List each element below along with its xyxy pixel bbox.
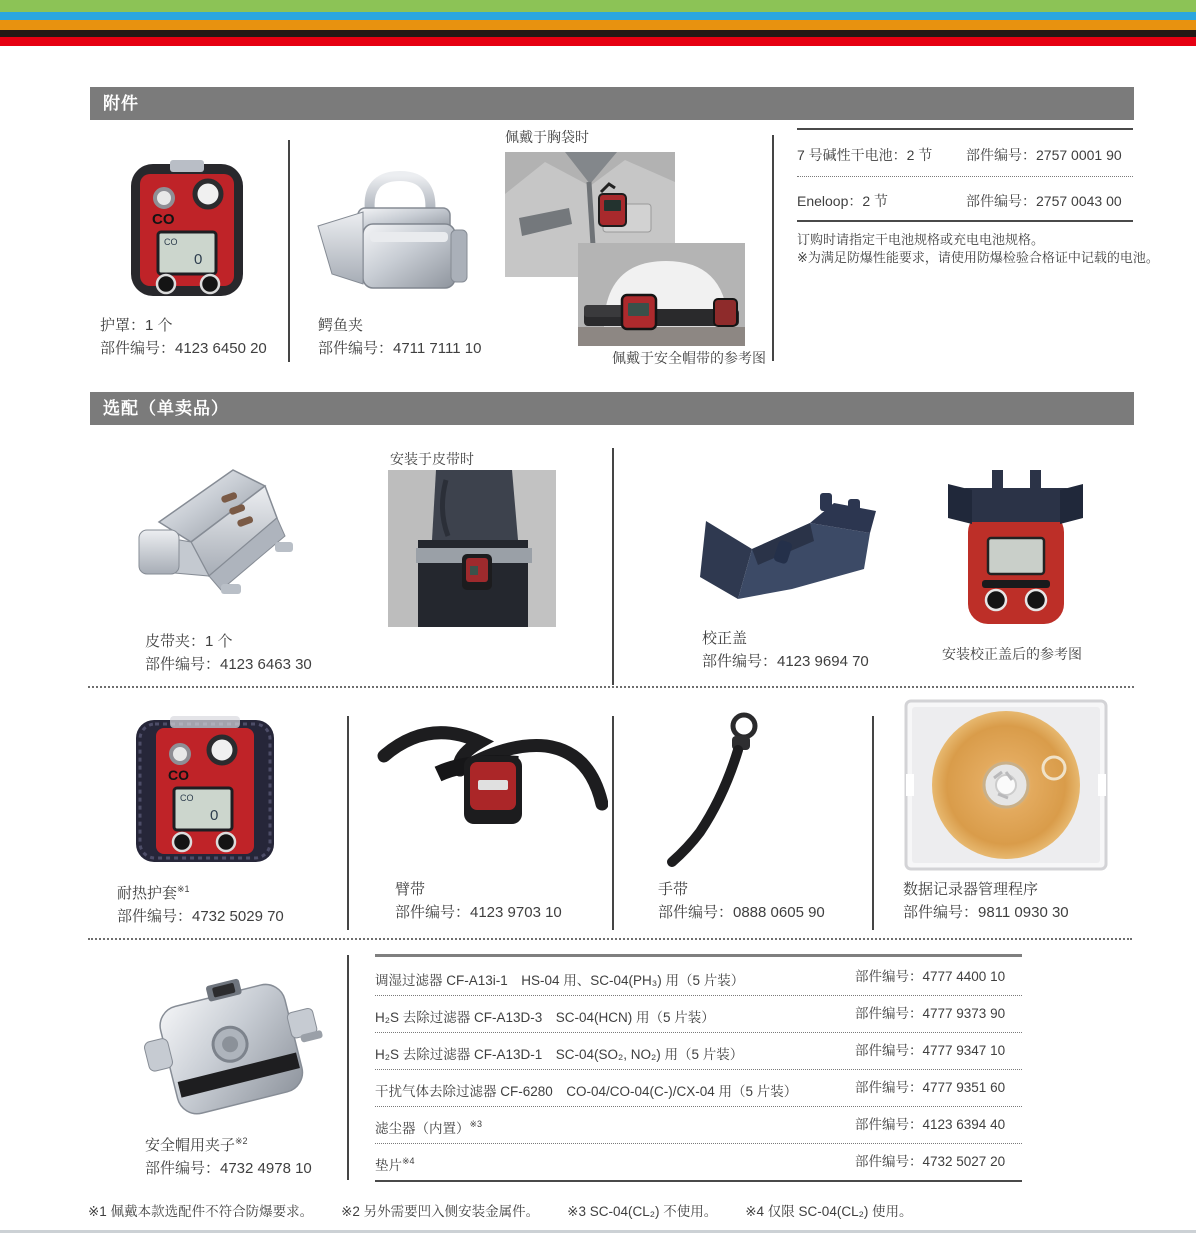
belt-photo-caption: 安装于皮带时	[390, 451, 474, 467]
product-part-number: 部件编号：4711 7111 10	[318, 340, 482, 357]
footnote-ref: ※1	[177, 884, 190, 894]
product-name: 校正盖	[702, 630, 748, 647]
filter-table-row	[375, 958, 1022, 995]
filter-table-bottom-line	[375, 1180, 1022, 1182]
filter-desc: H₂S 去除过滤器 CF-A13D-3 SC-04(HCN) 用（5 片装）	[375, 1010, 715, 1025]
belt-wear-photo	[388, 470, 556, 627]
helmet-clip-image	[132, 968, 337, 1130]
battery-name: 7 号碱性干电池：2 节	[797, 147, 933, 163]
divider-accessories-1	[288, 140, 290, 362]
section-divider-dotted-2	[88, 938, 1132, 940]
belt-clip-image	[125, 460, 300, 608]
brand-stripe-red	[0, 37, 1196, 46]
chest-photo-caption: 佩戴于胸袋时	[505, 129, 589, 145]
device-gas-text: CO	[168, 767, 189, 783]
divider-options-row3	[347, 955, 349, 1180]
divider-options-row1	[612, 448, 614, 685]
filter-desc: 滤尘器（内置）	[375, 1121, 470, 1136]
filter-part-number: 部件编号：4777 9351 60	[855, 1080, 1006, 1095]
footnote: ※3 SC-04(CL₂) 不使用。	[567, 1204, 718, 1219]
product-name: 臂带	[395, 881, 426, 898]
product-name: 护罩：1 个	[100, 317, 173, 334]
data-logger-cd-label	[903, 878, 1069, 924]
footnotes	[88, 1200, 913, 1220]
filter-desc: 垫片	[375, 1158, 402, 1173]
section-header-options: 选配（单卖品）	[90, 392, 1134, 425]
filter-part-number: 部件编号：4777 9373 90	[855, 1006, 1006, 1021]
footnote: ※4 仅限 SC-04(CL₂) 使用。	[745, 1204, 913, 1219]
divider-accessories-2	[772, 135, 774, 361]
footnote-ref: ※3	[469, 1119, 483, 1129]
battery-line-top	[797, 128, 1133, 130]
heat-resistant-cover-image	[130, 710, 280, 870]
filter-part-number: 部件编号：4732 5027 20	[855, 1154, 1006, 1169]
device-gas-text: CO	[152, 211, 175, 228]
filter-desc: H₂S 去除过滤器 CF-A13D-1 SC-04(SO₂, NO₂) 用（5 片装）	[375, 1047, 744, 1062]
battery-row-alkaline	[797, 146, 1133, 164]
filter-table-row	[375, 1032, 1022, 1069]
product-part-number: 部件编号：4732 5029 70	[117, 908, 284, 925]
divider-options-row2-c	[872, 716, 874, 930]
helmet-photo-caption: 佩戴于安全帽带的参考图	[612, 350, 766, 366]
brand-stripe-orange	[0, 20, 1196, 30]
heat-resistant-cover-label	[117, 878, 284, 928]
hand-strap-label	[658, 878, 825, 924]
filter-desc: 调湿过滤器 CF-A13i-1 HS-04 用、SC-04(PH₃) 用（5 片装）	[375, 973, 745, 988]
helmet-clip-label	[145, 1130, 312, 1180]
filter-desc: 干扰气体去除过滤器 CF-6280 CO-04/CO-04(C-)/CX-04 用（5 片装）	[375, 1084, 798, 1099]
section-header-accessories: 附件	[90, 87, 1134, 120]
filter-table-row	[375, 1106, 1022, 1143]
calibration-cover-installed-caption: 安装校正盖后的参考图	[942, 646, 1082, 662]
lcd-gas-text: CO	[180, 793, 194, 803]
product-name: 安全帽用夹子$^{※2}$	[145, 1136, 248, 1154]
brand-stripe-black	[0, 30, 1196, 37]
lcd-gas-text: CO	[164, 237, 178, 247]
protective-cover-image	[128, 158, 246, 300]
alligator-clip-image	[308, 168, 478, 303]
divider-options-row2-b	[612, 716, 614, 930]
battery-part-number: 部件编号：2757 0001 90	[966, 147, 1122, 163]
filter-table-row	[375, 995, 1022, 1032]
footnote: ※2 另外需要凹入侧安装金属件。	[341, 1204, 540, 1219]
battery-part-number: 部件编号：2757 0043 00	[966, 193, 1122, 209]
data-logger-cd-image	[902, 698, 1110, 872]
lcd-reading-text: 0	[210, 807, 219, 824]
lcd-reading-text: 0	[194, 251, 203, 268]
calibration-cover-image	[692, 485, 892, 607]
section-divider-dotted-1	[88, 686, 1134, 688]
product-name: 数据记录器管理程序	[903, 881, 1039, 898]
filter-table-row	[375, 1069, 1022, 1106]
filter-part-number: 部件编号：4123 6394 40	[855, 1117, 1006, 1132]
battery-row-separator	[797, 176, 1133, 177]
battery-row-eneloop	[797, 192, 1133, 210]
product-name: 耐热护套$^{※1}$	[117, 884, 190, 902]
battery-line-bottom	[797, 220, 1133, 222]
calibration-cover-installed-image	[938, 468, 1093, 630]
belt-clip-label	[145, 630, 312, 676]
product-part-number: 部件编号：9811 0930 30	[903, 904, 1069, 921]
battery-notes	[797, 231, 1159, 266]
calibration-cover-label	[702, 627, 869, 673]
filter-table-top-line	[375, 954, 1022, 957]
filter-part-number: 部件编号：4777 4400 10	[855, 969, 1006, 984]
page-bottom-rule	[0, 1230, 1196, 1233]
protective-cover-label	[100, 314, 267, 360]
battery-name: Eneloop：2 节	[797, 193, 889, 209]
arm-band-label	[395, 878, 562, 924]
product-part-number: 部件编号：4123 6450 20	[100, 340, 267, 357]
product-part-number: 部件编号：4732 4978 10	[145, 1160, 312, 1177]
product-part-number: 部件编号：0888 0605 90	[658, 904, 825, 921]
footnote-ref: ※2	[235, 1136, 248, 1146]
product-part-number: 部件编号：4123 9703 10	[395, 904, 562, 921]
hand-strap-image	[648, 710, 808, 872]
brand-stripe-blue	[0, 12, 1196, 20]
divider-options-row2-a	[347, 716, 349, 930]
battery-note-line: 订购时请指定干电池规格或充电电池规格。	[797, 232, 1045, 247]
filter-part-number: 部件编号：4777 9347 10	[855, 1043, 1006, 1058]
alligator-clip-label	[318, 314, 481, 360]
helmet-wear-photo	[578, 243, 745, 346]
arm-band-image	[368, 712, 608, 847]
battery-note-line: ※为满足防爆性能要求，请使用防爆检验合格证中记载的电池。	[797, 249, 1159, 265]
brand-stripe-green	[0, 0, 1196, 12]
footnote: ※1 佩戴本款选配件不符合防爆要求。	[88, 1204, 314, 1219]
product-part-number: 部件编号：4123 9694 70	[702, 653, 869, 670]
product-part-number: 部件编号：4123 6463 30	[145, 656, 312, 673]
product-name: 皮带夹：1 个	[145, 633, 233, 650]
product-name: 手带	[658, 881, 689, 898]
footnote-ref: ※4	[402, 1156, 415, 1166]
product-name: 鳄鱼夹	[318, 317, 364, 334]
filter-table-row	[375, 1143, 1022, 1180]
